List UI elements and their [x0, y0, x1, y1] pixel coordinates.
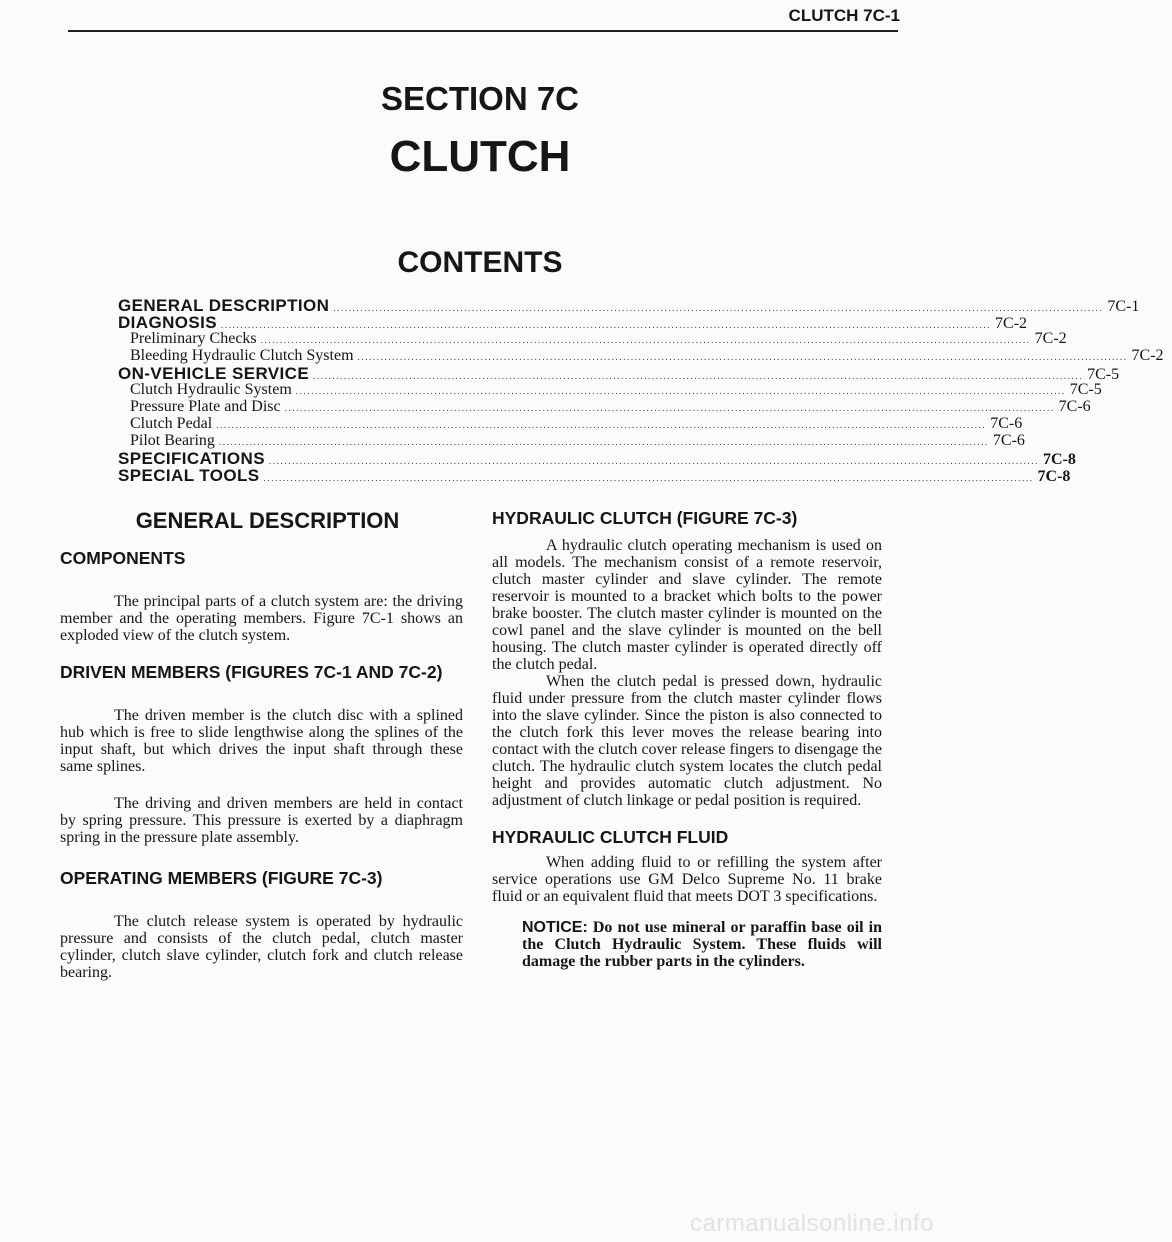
- toc-page-number: 7C-5: [1069, 381, 1102, 398]
- toc-leader-dots: ........................................................................................................................................................................................................: [295, 386, 1066, 396]
- section-title: CLUTCH: [389, 132, 571, 181]
- hydraulic-fluid-paragraph: When adding fluid to or refilling the system after service operations use GM Delco Supreme No. 11 brake fluid or an equivalent fluid that meets DOT 3 specifications.: [492, 854, 882, 905]
- toc-page-number: 7C-8: [1042, 451, 1076, 468]
- toc-leader-dots: ........................................................................................................................................................................................................: [216, 420, 987, 430]
- hydraulic-clutch-paragraph-1: A hydraulic clutch operating mechanism is used on all models. The mechanism consist of a remote reservoir, clutch master cylinder and slave cylinder. The remote reservoir is mounted to a bracket which bolts to the power brake booster. The clutch master cylinder is mounted on the cowl panel and the slave cylinder is mounted on the bell housing. The clutch master cylinder is operated directly off the clutch pedal.: [492, 537, 882, 673]
- hydraulic-clutch-paragraph-2: When the clutch pedal is pressed down, hydraulic fluid under pressure from the clutch master cylinder flows into the slave cylinder. Since the piston is also connected to the clutch fork this lever moves the release bearing into contact with the clutch cover release fingers to disengage the clutch. The hydraulic clutch system locates the clutch pedal height and provides automatic clutch adjustment. No adjustment of clutch linkage or pedal position is required.: [492, 673, 882, 809]
- toc-row: [118, 381, 1102, 398]
- toc-title: SPECIAL TOOLS: [118, 466, 260, 485]
- toc-page-number: 7C-5: [1087, 366, 1120, 383]
- toc-title: DIAGNOSIS: [118, 313, 218, 332]
- notice-box: [522, 919, 882, 970]
- header-rule: [68, 30, 898, 32]
- components-paragraph: The principal parts of a clutch system are: the driving member and the operating members. Figure 7C-1 shows an exploded view of the clutch system.: [60, 593, 463, 644]
- toc-leader-dots: ........................................................................................................................................................................................................: [263, 473, 1034, 483]
- toc-leader-dots: ........................................................................................................................................................................................................: [333, 303, 1104, 313]
- toc-title: Bleeding Hydraulic Clutch System: [130, 347, 354, 364]
- operating-members-heading: OPERATING MEMBERS (FIGURE 7C-3): [60, 868, 383, 888]
- toc-title: ON-VEHICLE SERVICE: [118, 364, 310, 383]
- components-heading: COMPONENTS: [60, 548, 186, 568]
- operating-members-paragraph: The clutch release system is operated by hydraulic pressure and consists of the clutch pedal, clutch master cylinder, clutch slave cylinder, clutch fork and clutch release bearing.: [60, 913, 463, 981]
- toc-row: [118, 449, 1076, 468]
- toc-leader-dots: ........................................................................................................................................................................................................: [260, 335, 1031, 345]
- toc-leader-dots: ........................................................................................................................................................................................................: [268, 456, 1039, 466]
- toc-title: Clutch Hydraulic System: [130, 381, 292, 398]
- section-label: SECTION 7C: [380, 80, 580, 117]
- toc-page-number: 7C-8: [1037, 468, 1071, 485]
- toc-leader-dots: ........................................................................................................................................................................................................: [218, 437, 989, 447]
- toc-leader-dots: ........................................................................................................................................................................................................: [313, 371, 1084, 381]
- toc-page-number: 7C-6: [1058, 398, 1091, 415]
- toc-page-number: 7C-1: [1107, 298, 1140, 315]
- toc-title: SPECIFICATIONS: [118, 449, 265, 468]
- toc-leader-dots: ........................................................................................................................................................................................................: [284, 403, 1055, 413]
- toc-leader-dots: ........................................................................................................................................................................................................: [357, 352, 1128, 362]
- running-header: CLUTCH 7C-1: [788, 6, 900, 25]
- notice-label: NOTICE:: [522, 919, 588, 936]
- toc-row: [118, 398, 1091, 415]
- toc-row: [118, 330, 1067, 347]
- contents-heading: CONTENTS: [397, 246, 563, 279]
- notice-text: Do not use mineral or paraffin base oil in the Clutch Hydraulic System. These fluids will damage the rubber parts in the cylinders.: [522, 919, 883, 970]
- watermark: carmanualsonline.info: [690, 1210, 934, 1237]
- toc-title: GENERAL DESCRIPTION: [118, 296, 330, 315]
- toc-row: [118, 415, 1023, 432]
- toc-row: [118, 466, 1071, 485]
- hydraulic-clutch-heading: HYDRAULIC CLUTCH (FIGURE 7C-3): [492, 508, 798, 528]
- toc-title: Pilot Bearing: [130, 432, 215, 449]
- toc-row: [118, 347, 1164, 364]
- left-column: [60, 508, 463, 981]
- driven-members-paragraph-1: The driven member is the clutch disc with a splined hub which is free to slide lengthwise along the splines of the input shaft, but which drives the input shaft through these same splines.: [60, 707, 463, 775]
- right-column: [492, 508, 882, 970]
- toc-row: [118, 432, 1025, 449]
- toc-title: Clutch Pedal: [130, 415, 213, 432]
- toc-page-number: 7C-2: [1131, 347, 1164, 364]
- general-description-heading: GENERAL DESCRIPTION: [135, 508, 400, 533]
- toc-page-number: 7C-6: [990, 415, 1023, 432]
- toc-leader-dots: ........................................................................................................................................................................................................: [221, 320, 992, 330]
- driven-members-paragraph-2: The driving and driven members are held in contact by spring pressure. This pressure is exerted by a diaphragm spring in the pressure plate assembly.: [60, 795, 463, 846]
- toc-title: Pressure Plate and Disc: [130, 398, 281, 415]
- hydraulic-fluid-heading: HYDRAULIC CLUTCH FLUID: [492, 827, 729, 847]
- toc-page-number: 7C-6: [992, 432, 1025, 449]
- toc-page-number: 7C-2: [995, 315, 1028, 332]
- toc-page-number: 7C-2: [1034, 330, 1067, 347]
- toc-row: [118, 296, 1140, 315]
- table-of-contents: [118, 296, 1164, 485]
- toc-title: Preliminary Checks: [130, 330, 257, 347]
- driven-members-heading: DRIVEN MEMBERS (FIGURES 7C-1 AND 7C-2): [60, 662, 443, 682]
- toc-row: [118, 364, 1120, 383]
